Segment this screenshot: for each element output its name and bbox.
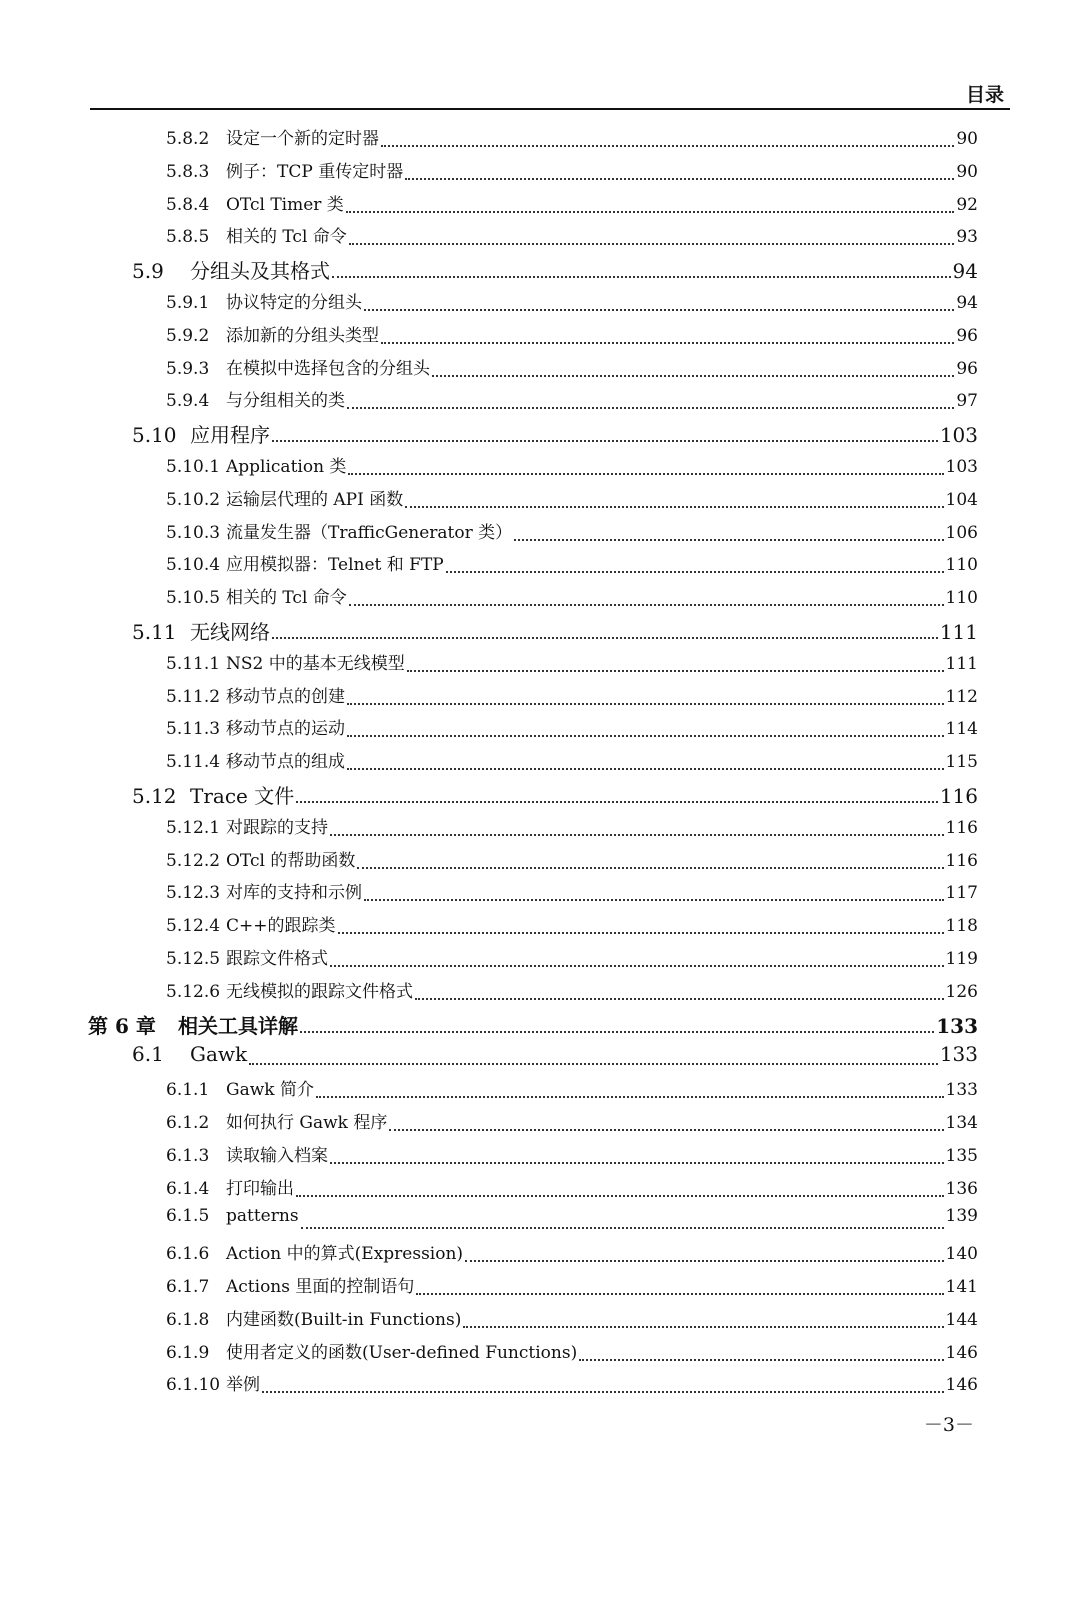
toc-entry-title: 对库的支持和示例 [226, 883, 362, 903]
toc-entry-number: 5.10.1 [166, 457, 221, 477]
toc-entry-number: 6.1.7 [166, 1277, 210, 1297]
toc-entry [166, 550, 978, 580]
toc-entry-title: 移动节点的组成 [226, 752, 345, 772]
toc-leader-dots [330, 1148, 944, 1164]
toc-entry [166, 485, 978, 515]
toc-leader-dots [262, 1377, 944, 1393]
toc-entry [166, 1174, 978, 1204]
toc-entry-title: NS2 中的基本无线模型 [226, 654, 405, 674]
toc-leader-dots [446, 557, 944, 573]
toc-entry-number: 6.1.3 [166, 1146, 210, 1166]
toc-leader-dots [272, 623, 938, 639]
toc-entry-title: Actions 里面的控制语句 [226, 1277, 415, 1297]
toc-entry-page: 144 [945, 1310, 978, 1330]
toc-entry-title: 相关的 Tcl 命令 [226, 588, 347, 608]
toc-entry-title: 打印输出 [226, 1179, 294, 1199]
toc-leader-dots [348, 459, 943, 475]
toc-entry-title: 设定一个新的定时器 [226, 129, 379, 149]
toc-entry-title: 应用程序 [190, 423, 270, 447]
toc-leader-dots [332, 262, 951, 278]
toc-entry-page: 141 [945, 1277, 978, 1297]
toc-entry-title: 添加新的分组头类型 [226, 326, 379, 346]
toc-entry-page: 116 [945, 851, 978, 871]
toc-entry-number: 5.11.2 [166, 687, 221, 707]
toc-leader-dots [330, 820, 944, 836]
toc-entry-title: 与分组相关的类 [226, 391, 345, 411]
toc-entry-title: Gawk [190, 1042, 248, 1066]
toc-entry-number: 6.1.8 [166, 1310, 210, 1330]
toc-entry [166, 977, 978, 1007]
toc-entry-number: 5.9.1 [166, 293, 210, 313]
toc-leader-dots [338, 918, 944, 934]
toc-entry-number: 5.8.2 [166, 129, 210, 149]
header-title: 目录 [965, 84, 1004, 106]
toc-entry-title: Trace 文件 [190, 784, 295, 808]
toc-entry [166, 583, 978, 613]
toc-entry-page: 119 [945, 949, 978, 969]
toc-leader-dots [432, 361, 954, 377]
toc-entry-number: 5.10.5 [166, 588, 221, 608]
toc-entry-page: 110 [945, 555, 978, 575]
toc-entry-title: OTcl 的帮助函数 [226, 851, 356, 871]
toc-leader-dots [405, 492, 943, 508]
toc-leader-dots [296, 787, 938, 803]
toc-leader-dots [381, 131, 954, 147]
toc-entry-page: 92 [956, 195, 978, 215]
toc-leader-dots [579, 1345, 943, 1361]
toc-entry-number: 第 6 章 [88, 1014, 156, 1038]
toc-entry [166, 944, 978, 974]
toc-entry [166, 911, 978, 941]
toc-leader-dots [416, 1279, 943, 1295]
toc-entry-number: 5.9.2 [166, 326, 210, 346]
toc-entry-page: 111 [945, 654, 978, 674]
toc-entry [88, 1010, 978, 1040]
toc-entry [166, 1305, 978, 1335]
toc-leader-dots [316, 1082, 944, 1098]
toc-entry-page: 93 [956, 227, 978, 247]
toc-leader-dots [364, 885, 944, 901]
toc-entry-number: 5.10.4 [166, 555, 221, 575]
toc-entry-page: 115 [945, 752, 978, 772]
toc-leader-dots [347, 721, 944, 737]
toc-entry-page: 116 [939, 784, 978, 808]
toc-entry-number: 6.1.5 [166, 1206, 210, 1226]
toc-entry-number: 6.1.10 [166, 1375, 221, 1395]
toc-leader-dots [301, 1213, 944, 1229]
toc-entry-title: 应用模拟器：Telnet 和 FTP [226, 555, 444, 575]
toc-leader-dots [349, 590, 944, 606]
toc-entry [166, 747, 978, 777]
toc-entry-page: 117 [945, 883, 978, 903]
toc-leader-dots [405, 164, 954, 180]
toc-entry-page: 133 [936, 1014, 978, 1038]
toc-entry [166, 813, 978, 843]
toc-entry-page: 146 [945, 1343, 978, 1363]
toc-entry [166, 649, 978, 679]
toc-entry-page: 134 [945, 1113, 978, 1133]
page-header [90, 74, 1010, 110]
toc-leader-dots [272, 426, 938, 442]
toc-entry-page: 114 [945, 719, 978, 739]
toc-entry-title: Application 类 [226, 457, 347, 477]
toc-entry-number: 5.9.3 [166, 359, 210, 379]
page-number: －3－ [923, 1414, 974, 1436]
toc-entry-page: 133 [939, 1042, 978, 1066]
toc-entry-title: 无线网络 [190, 620, 270, 644]
toc-entry-title: 举例 [226, 1375, 260, 1395]
toc-entry [166, 878, 978, 908]
toc-leader-dots [347, 689, 944, 705]
toc-entry-title: 读取输入档案 [226, 1146, 328, 1166]
toc-entry-page: 96 [956, 359, 978, 379]
toc-entry-number: 5.11.1 [166, 654, 221, 674]
toc-entry [132, 1042, 978, 1072]
toc-entry-number: 5.8.5 [166, 227, 210, 247]
toc-entry-page: 112 [945, 687, 978, 707]
toc-entry-title: 对跟踪的支持 [226, 818, 328, 838]
toc-entry-page: 96 [956, 326, 978, 346]
toc-entry [166, 288, 978, 318]
toc-entry-title: 协议特定的分组头 [226, 293, 362, 313]
toc-entry-number: 5.11.3 [166, 719, 221, 739]
toc-entry-title: 例子：TCP 重传定时器 [226, 162, 404, 182]
toc-entry-page: 94 [952, 259, 978, 283]
toc-leader-dots [347, 754, 944, 770]
toc-entry-page: 110 [945, 588, 978, 608]
toc-entry-number: 5.10 [132, 423, 177, 447]
toc-leader-dots [463, 1312, 943, 1328]
toc-entry-number: 5.12.3 [166, 883, 221, 903]
toc-entry [132, 780, 978, 810]
toc-entry [166, 222, 978, 252]
toc-leader-dots [347, 393, 954, 409]
toc-entry-number: 6.1.6 [166, 1244, 210, 1264]
toc-entry-title: 跟踪文件格式 [226, 949, 328, 969]
toc-entry [132, 419, 978, 449]
toc-entry [166, 1370, 978, 1400]
toc-entry-page: 116 [945, 818, 978, 838]
toc-leader-dots [330, 951, 944, 967]
toc-leader-dots [249, 1049, 938, 1065]
toc-entry-page: 111 [939, 620, 978, 644]
toc-entry-page: 106 [945, 523, 978, 543]
toc-entry [166, 1108, 978, 1138]
toc-entry-number: 6.1.9 [166, 1343, 210, 1363]
toc-entry-number: 5.12.4 [166, 916, 221, 936]
toc-leader-dots [364, 295, 954, 311]
toc-entry-page: 146 [945, 1375, 978, 1395]
toc-entry-page: 135 [945, 1146, 978, 1166]
toc-entry-page: 103 [945, 457, 978, 477]
toc-entry-title: Action 中的算式(Expression) [226, 1244, 464, 1264]
toc-leader-dots [300, 1017, 934, 1033]
toc-entry-number: 6.1.1 [166, 1080, 210, 1100]
toc-entry-number: 6.1.4 [166, 1179, 210, 1199]
toc-entry [166, 1239, 978, 1269]
toc-entry-page: 140 [945, 1244, 978, 1264]
toc-entry [132, 616, 978, 646]
toc-entry-page: 139 [945, 1206, 978, 1226]
toc-entry [166, 124, 978, 154]
toc-entry-title: 在模拟中选择包含的分组头 [226, 359, 430, 379]
toc-entry-page: 103 [939, 423, 978, 447]
toc-entry-page: 104 [945, 490, 978, 510]
toc-entry-number: 5.12.6 [166, 982, 221, 1002]
toc-entry-title: C++的跟踪类 [226, 916, 336, 936]
toc-entry-page: 126 [945, 982, 978, 1002]
toc-entry-number: 5.10.3 [166, 523, 221, 543]
toc-entry-title: 相关工具详解 [178, 1014, 298, 1038]
toc-entry-title: 如何执行 Gawk 程序 [226, 1113, 388, 1133]
toc-entry-page: 133 [945, 1080, 978, 1100]
toc-entry [166, 682, 978, 712]
toc-entry-page: 97 [956, 391, 978, 411]
toc-leader-dots [407, 656, 944, 672]
toc-entry-title: Gawk 简介 [226, 1080, 314, 1100]
toc-entry-number: 5.9.4 [166, 391, 210, 411]
toc-leader-dots [346, 197, 955, 213]
toc-entry-page: 94 [956, 293, 978, 313]
toc-entry-number: 5.11 [132, 620, 177, 644]
toc-entry [166, 1206, 978, 1236]
toc-entry [166, 321, 978, 351]
toc-entry-number: 6.1.2 [166, 1113, 210, 1133]
toc-entry-number: 5.12.1 [166, 818, 221, 838]
toc-leader-dots [357, 853, 943, 869]
toc-entry-number: 5.9 [132, 259, 164, 283]
toc-leader-dots [389, 1115, 943, 1131]
toc-entry [132, 255, 978, 285]
toc-entry [166, 157, 978, 187]
toc-entry-page: 118 [945, 916, 978, 936]
toc-entry-number: 5.8.3 [166, 162, 210, 182]
toc-leader-dots [465, 1246, 943, 1262]
toc-leader-dots [381, 328, 954, 344]
toc-entry [166, 1075, 978, 1105]
toc-entry-title: 流量发生器（TrafficGenerator 类） [226, 523, 513, 543]
toc-leader-dots [296, 1181, 944, 1197]
toc-entry [166, 1338, 978, 1368]
toc-entry-number: 5.10.2 [166, 490, 221, 510]
toc-entry-number: 6.1 [132, 1042, 164, 1066]
toc-entry-title: 内建函数(Built-in Functions) [226, 1310, 462, 1330]
toc-leader-dots [349, 229, 955, 245]
toc-entry-number: 5.12 [132, 784, 177, 808]
toc-entry-number: 5.12.5 [166, 949, 221, 969]
toc-entry-page: 90 [956, 129, 978, 149]
toc-entry-title: 移动节点的运动 [226, 719, 345, 739]
toc-entry [166, 518, 978, 548]
toc-entry-title: 移动节点的创建 [226, 687, 345, 707]
toc-entry-page: 90 [956, 162, 978, 182]
toc-entry-number: 5.12.2 [166, 851, 221, 871]
toc-entry [166, 1141, 978, 1171]
toc-entry-number: 5.11.4 [166, 752, 221, 772]
toc-leader-dots [415, 984, 944, 1000]
toc-entry-title: 使用者定义的函数(User-defined Functions) [226, 1343, 578, 1363]
toc-entry [166, 452, 978, 482]
toc-entry-title: 无线模拟的跟踪文件格式 [226, 982, 413, 1002]
toc-entry [166, 386, 978, 416]
toc-entry [166, 354, 978, 384]
toc-entry-number: 5.8.4 [166, 195, 210, 215]
toc-entry-title: patterns [226, 1206, 299, 1226]
toc-entry [166, 714, 978, 744]
toc-entry [166, 190, 978, 220]
toc-entry [166, 846, 978, 876]
toc-entry [166, 1272, 978, 1302]
toc-entry-title: OTcl Timer 类 [226, 195, 344, 215]
toc-entry-page: 136 [945, 1179, 978, 1199]
toc-entry-title: 分组头及其格式 [190, 259, 330, 283]
toc-entry-title: 运输层代理的 API 函数 [226, 490, 404, 510]
toc-leader-dots [514, 525, 943, 541]
toc-entry-title: 相关的 Tcl 命令 [226, 227, 347, 247]
